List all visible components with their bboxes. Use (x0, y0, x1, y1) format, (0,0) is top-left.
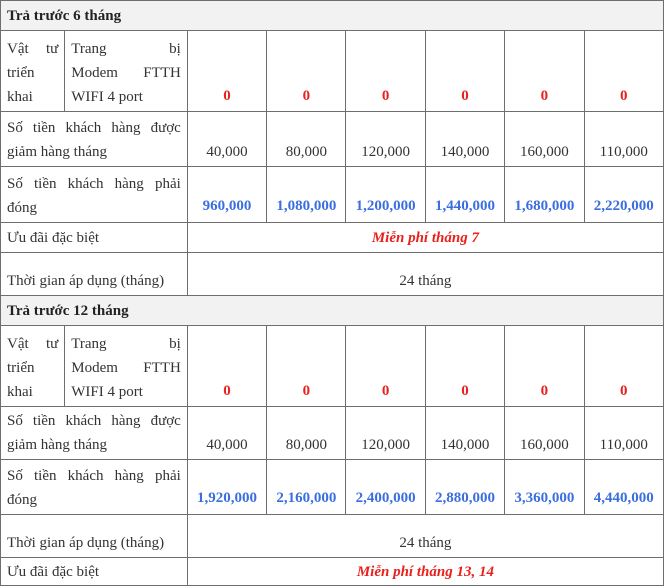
discount-value: 110,000 (584, 407, 663, 460)
pay-value: 3,360,000 (505, 460, 584, 515)
equipment-value: 0 (267, 326, 346, 407)
discount-value: 80,000 (267, 112, 346, 167)
discount-value: 120,000 (346, 407, 425, 460)
pay-value: 4,440,000 (584, 460, 663, 515)
equipment-value: 0 (584, 326, 663, 407)
pay-value: 1,680,000 (505, 167, 584, 223)
discount-value: 160,000 (505, 112, 584, 167)
equipment-label: Vật tư triển khai (1, 31, 65, 112)
pay-value: 2,160,000 (267, 460, 346, 515)
equipment-value: 0 (505, 326, 584, 407)
discount-value: 160,000 (505, 407, 584, 460)
equipment-label: Vật tư triển khai (1, 326, 65, 407)
pay-value: 2,220,000 (584, 167, 663, 223)
discount-value: 120,000 (346, 112, 425, 167)
pay-value: 1,080,000 (267, 167, 346, 223)
equipment-item: Trang bị Modem FTTH WIFI 4 port (65, 326, 188, 407)
pay-value: 2,400,000 (346, 460, 425, 515)
discount-value: 40,000 (187, 407, 266, 460)
period-value: 24 tháng (187, 515, 663, 558)
equipment-value: 0 (425, 326, 504, 407)
pay-value: 2,880,000 (425, 460, 504, 515)
discount-label: Số tiền khách hàng được giảm hàng tháng (1, 112, 188, 167)
pay-label: Số tiền khách hàng phải đóng (1, 167, 188, 223)
pay-label: Số tiền khách hàng phải đóng (1, 460, 188, 515)
equipment-value: 0 (584, 31, 663, 112)
special-offer-label: Ưu đãi đặc biệt (1, 223, 188, 253)
pay-value: 1,920,000 (187, 460, 266, 515)
period-label: Thời gian áp dụng (tháng) (1, 253, 188, 296)
discount-value: 40,000 (187, 112, 266, 167)
section-title-12-months: Trả trước 12 tháng (1, 296, 664, 326)
special-offer-label: Ưu đãi đặc biệt (1, 558, 188, 586)
period-value: 24 tháng (187, 253, 663, 296)
period-label: Thời gian áp dụng (tháng) (1, 515, 188, 558)
equipment-value: 0 (187, 31, 266, 112)
discount-label: Số tiền khách hàng được giảm hàng tháng (1, 407, 188, 460)
section-title-6-months: Trả trước 6 tháng (1, 1, 664, 31)
pay-value: 1,200,000 (346, 167, 425, 223)
discount-value: 140,000 (425, 112, 504, 167)
equipment-value: 0 (425, 31, 504, 112)
special-offer-value: Miễn phí tháng 7 (187, 223, 663, 253)
pay-value: 960,000 (187, 167, 266, 223)
equipment-value: 0 (505, 31, 584, 112)
special-offer-value: Miễn phí tháng 13, 14 (187, 558, 663, 586)
equipment-value: 0 (346, 326, 425, 407)
discount-value: 80,000 (267, 407, 346, 460)
equipment-value: 0 (346, 31, 425, 112)
equipment-value: 0 (267, 31, 346, 112)
discount-value: 140,000 (425, 407, 504, 460)
equipment-value: 0 (187, 326, 266, 407)
discount-value: 110,000 (584, 112, 663, 167)
equipment-item: Trang bị Modem FTTH WIFI 4 port (65, 31, 188, 112)
pay-value: 1,440,000 (425, 167, 504, 223)
